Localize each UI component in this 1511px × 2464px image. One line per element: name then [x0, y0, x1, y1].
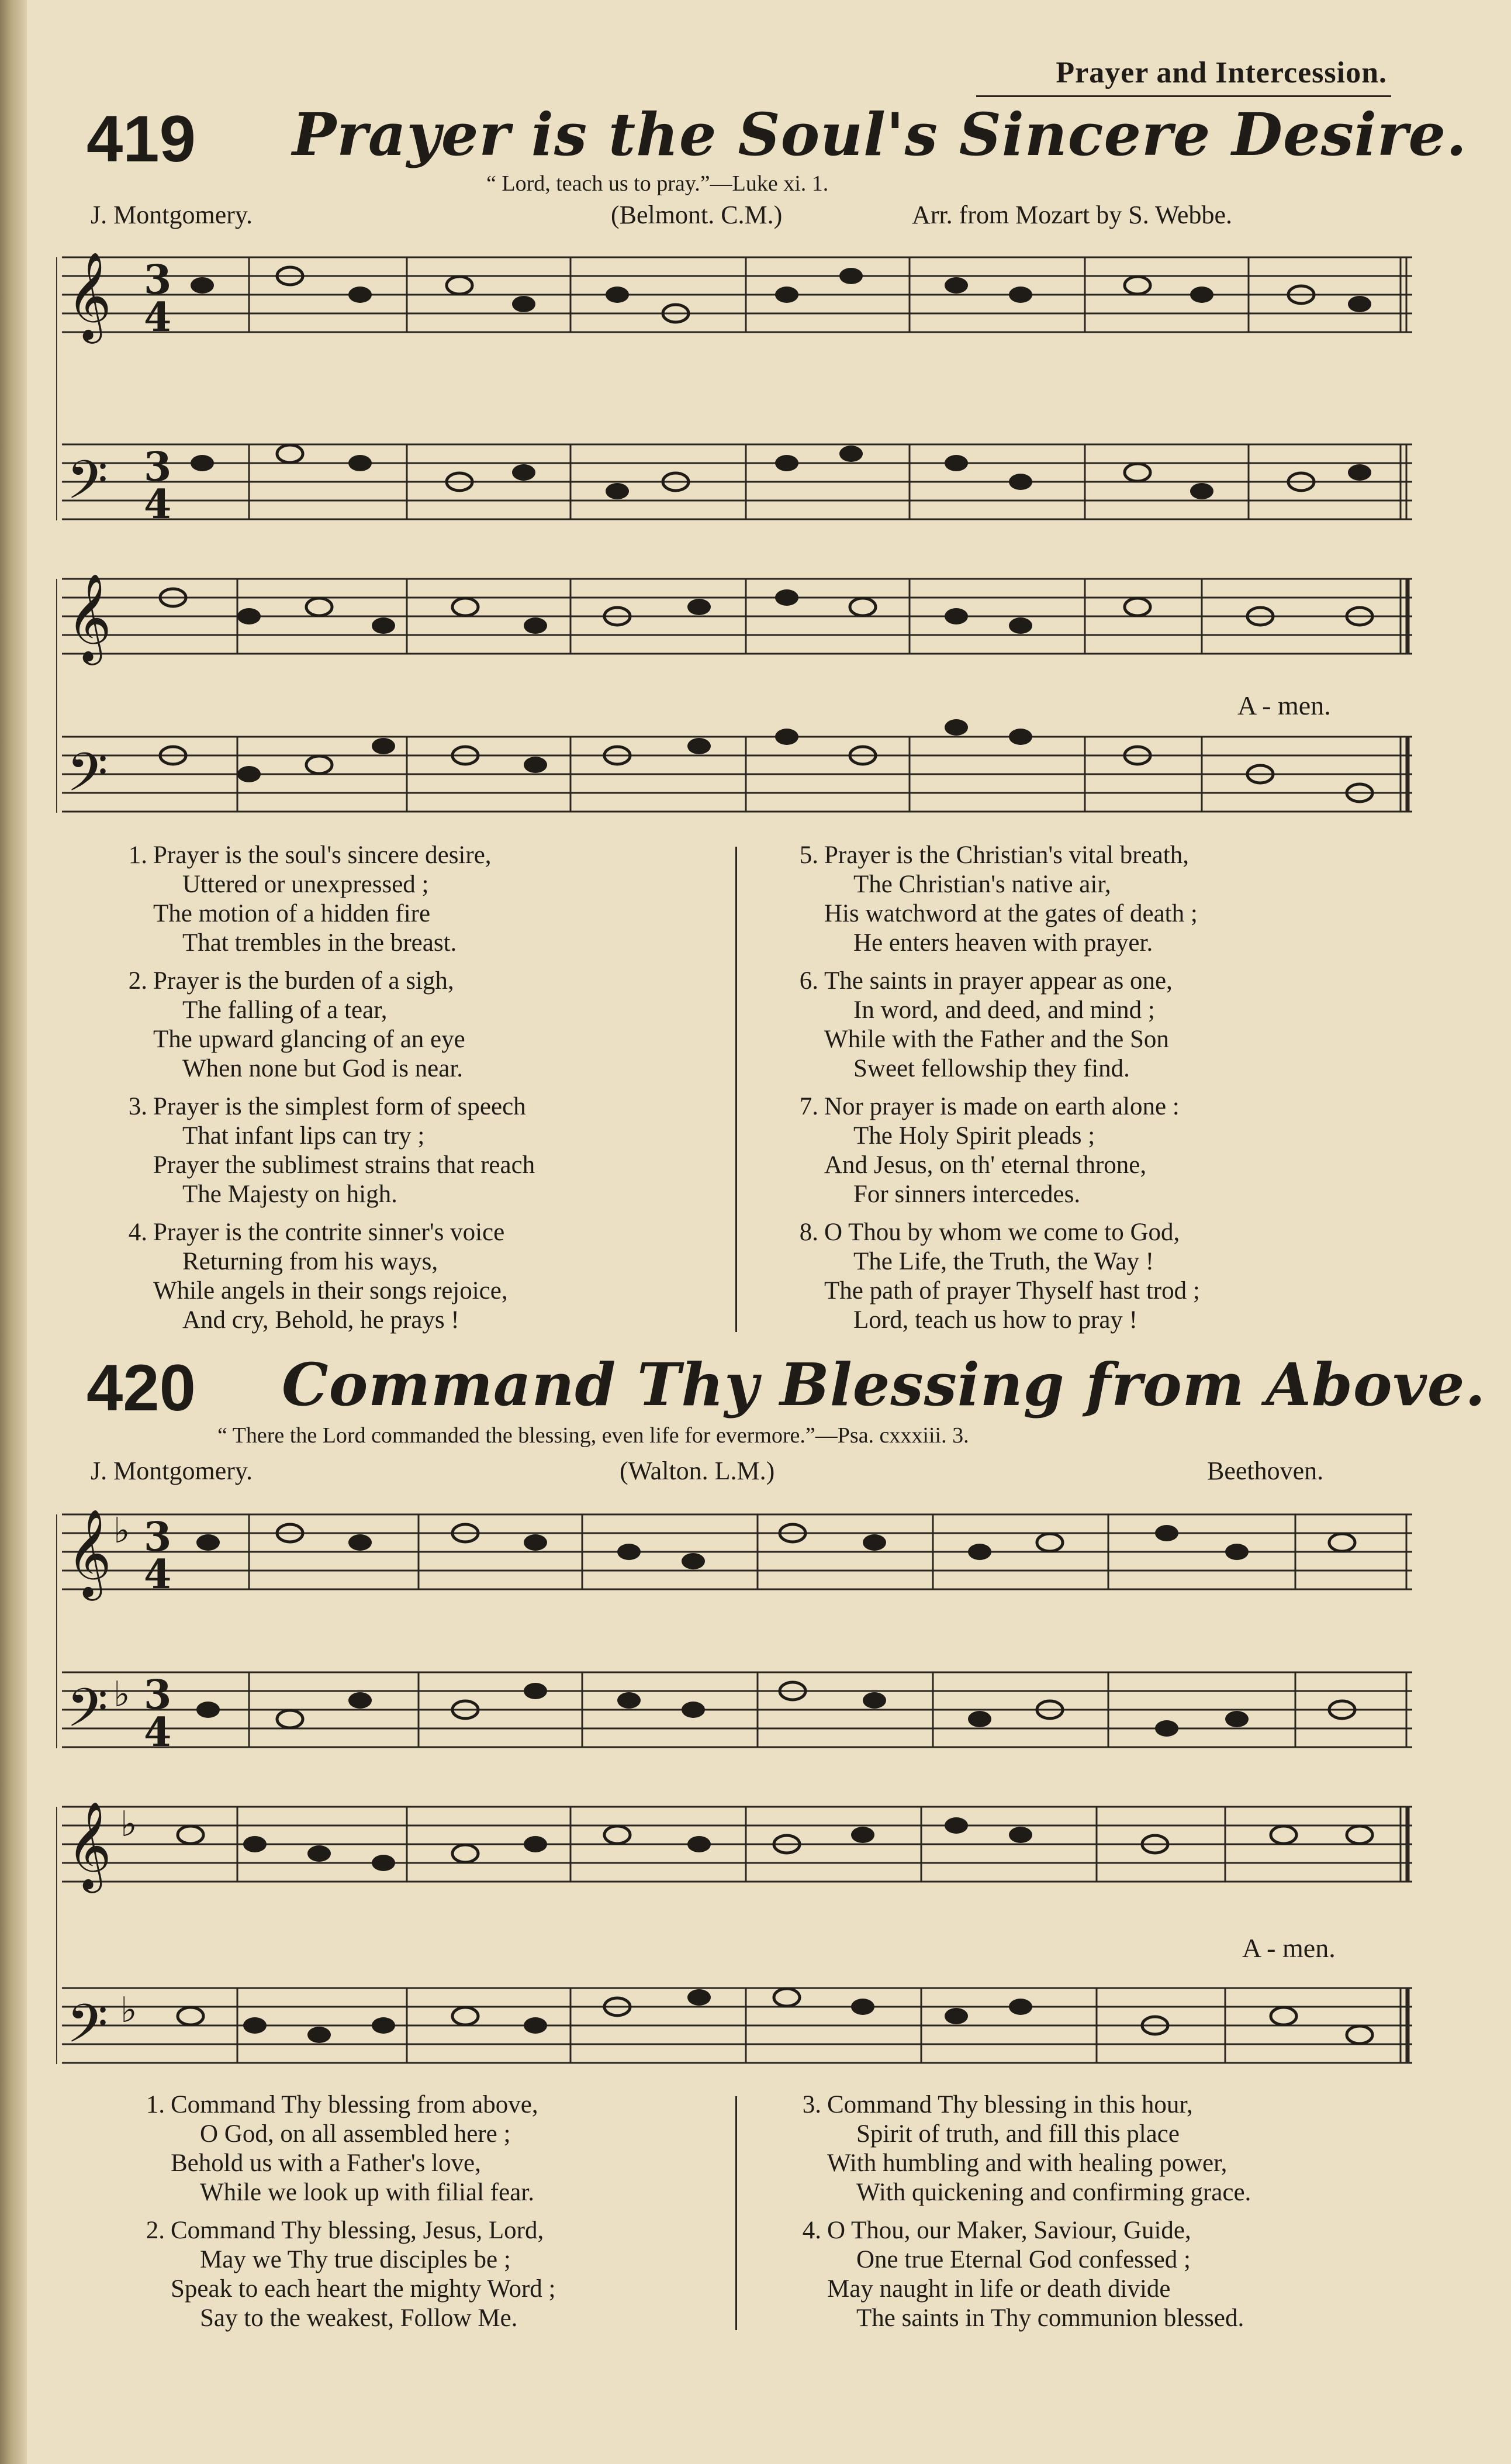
verse [799, 1218, 1397, 1335]
amen-label: A - men. [1242, 1933, 1336, 1963]
hymn-number: 420 [87, 1351, 196, 1424]
verse [799, 1092, 1397, 1209]
verse-line: With humbling and with healing power, [827, 2149, 1228, 2177]
verse-column-right [799, 841, 1397, 1344]
score-svg [56, 567, 1418, 830]
verse-line: Uttered or unexpressed ; [182, 871, 429, 898]
verse-line: While we look up with filial fear. [200, 2179, 534, 2206]
verse-line: Prayer the sublimest strains that reach [153, 1151, 535, 1179]
svg-text:𝄞: 𝄞 [67, 1800, 112, 1889]
verse-line: Lord, teach us how to pray ! [853, 1306, 1137, 1334]
hymn-author: J. Montgomery. [91, 1457, 253, 1485]
verse-line: Returning from his ways, [182, 1248, 438, 1275]
verse-number: 2. [128, 967, 147, 995]
verse-number: 8. [799, 1219, 818, 1246]
score-svg [56, 234, 1418, 538]
hymn-tune: (Walton. L.M.) [620, 1457, 775, 1485]
svg-text:𝄢: 𝄢 [67, 449, 108, 524]
hymn-epigraph: “ Lord, teach us to pray.”—Luke xi. 1. [486, 171, 829, 196]
verse-line: The saints in prayer appear as one, [824, 967, 1173, 995]
verse [799, 967, 1397, 1083]
running-head: Prayer and Intercession. [1056, 56, 1387, 89]
verse-line: Spirit of truth, and fill this place [856, 2120, 1180, 2148]
column-divider [735, 847, 737, 1332]
verse [146, 2090, 732, 2207]
svg-text:♭: ♭ [120, 1990, 137, 2031]
verse-column-left [146, 2090, 732, 2342]
svg-text:4: 4 [144, 1551, 172, 1598]
svg-text:𝄞: 𝄞 [67, 1508, 112, 1597]
hymn-epigraph: “ There the Lord commanded the blessing, even life for evermore.”—Psa. cxxxiii. 3. [217, 1423, 969, 1448]
music-score-system [56, 1789, 1418, 2082]
verse [128, 1218, 714, 1335]
music-score-system [56, 567, 1418, 830]
verse-line: That infant lips can try ; [182, 1122, 425, 1150]
verse-line: O Thou, our Maker, Saviour, Guide, [827, 2217, 1191, 2244]
verse-line: The falling of a tear, [182, 996, 388, 1024]
verse-line: May naught in life or death divide [827, 2275, 1171, 2303]
verse-column-left [128, 841, 714, 1344]
book-binding-edge [0, 0, 27, 2464]
verse [128, 841, 714, 958]
verse-number: 7. [799, 1093, 818, 1120]
verse-number: 2. [146, 2217, 165, 2244]
verse-number: 4. [802, 2217, 821, 2244]
verse-line: The saints in Thy communion blessed. [856, 2304, 1244, 2332]
verse-line: O Thou by whom we come to God, [824, 1219, 1180, 1246]
verse-line: In word, and deed, and mind ; [853, 996, 1155, 1024]
verse-line: One true Eternal God confessed ; [856, 2246, 1191, 2273]
verse-line: When none but God is near. [182, 1055, 464, 1082]
verse-line: Prayer is the contrite sinner's voice [153, 1219, 505, 1246]
amen-label: A - men. [1237, 691, 1331, 720]
verse-line: The motion of a hidden fire [153, 900, 431, 927]
verse-line: The Holy Spirit pleads ; [853, 1122, 1095, 1150]
verse-column-right [802, 2090, 1400, 2342]
verse-number: 6. [799, 967, 818, 995]
svg-text:4: 4 [144, 294, 172, 341]
hymn-author: J. Montgomery. [91, 201, 253, 229]
header-rule [976, 95, 1391, 97]
verse-line: May we Thy true disciples be ; [200, 2246, 511, 2273]
verse-line: He enters heaven with prayer. [853, 929, 1153, 957]
hymn-composer: Arr. from Mozart by S. Webbe. [912, 201, 1232, 229]
hymn-title: Command Thy Blessing from Above. [282, 1350, 1486, 1419]
verse-line: While angels in their songs rejoice, [153, 1277, 508, 1305]
svg-text:𝄢: 𝄢 [67, 1677, 108, 1752]
score-svg [56, 1491, 1418, 1766]
verse-line: The upward glancing of an eye [153, 1026, 465, 1053]
verse-line: The Majesty on high. [182, 1181, 397, 1208]
verse [802, 2090, 1400, 2207]
verse-line: Say to the weakest, Follow Me. [200, 2304, 518, 2332]
svg-text:♭: ♭ [113, 1674, 130, 1715]
svg-text:𝄢: 𝄢 [67, 1993, 108, 2068]
verse-line: That trembles in the breast. [182, 929, 457, 957]
hymn-title: Prayer is the Soul's Sincere Desire. [292, 100, 1467, 169]
verse [802, 2216, 1400, 2333]
verse-line: Nor prayer is made on earth alone : [824, 1093, 1180, 1120]
verse-line: His watchword at the gates of death ; [824, 900, 1198, 927]
verse-line: And Jesus, on th' eternal throne, [824, 1151, 1147, 1179]
verse-number: 1. [146, 2091, 165, 2118]
verse-line: O God, on all assembled here ; [200, 2120, 511, 2148]
svg-text:3: 3 [144, 444, 172, 491]
verse-line: Behold us with a Father's love, [171, 2149, 481, 2177]
verse-line: Prayer is the burden of a sigh, [153, 967, 454, 995]
music-score-system [56, 1491, 1418, 1766]
svg-text:♭: ♭ [113, 1510, 130, 1551]
svg-text:♭: ♭ [120, 1804, 137, 1845]
verse-line: Sweet fellowship they find. [853, 1055, 1130, 1082]
verse-number: 3. [128, 1093, 147, 1120]
hymn-number: 419 [87, 102, 196, 175]
svg-text:3: 3 [144, 1672, 172, 1718]
score-svg [56, 1789, 1418, 2082]
verse-line: The Life, the Truth, the Way ! [853, 1248, 1154, 1275]
verse [146, 2216, 732, 2333]
svg-text:4: 4 [144, 1709, 172, 1756]
hymn-tune: (Belmont. C.M.) [611, 201, 783, 229]
verse-line: For sinners intercedes. [853, 1181, 1081, 1208]
verse-number: 4. [128, 1219, 147, 1246]
column-divider [735, 2096, 737, 2330]
verse-line: Command Thy blessing, Jesus, Lord, [171, 2217, 544, 2244]
verse-number: 1. [128, 841, 147, 869]
verse-line: Command Thy blessing in this hour, [827, 2091, 1193, 2118]
verse-number: 5. [799, 841, 818, 869]
verse-line: Speak to each heart the mighty Word ; [171, 2275, 556, 2303]
svg-text:3: 3 [144, 1514, 172, 1561]
verse [128, 1092, 714, 1209]
svg-text:3: 3 [144, 257, 172, 303]
svg-text:4: 4 [144, 481, 172, 528]
hymn-composer: Beethoven. [1207, 1457, 1324, 1485]
svg-text:𝄞: 𝄞 [67, 251, 112, 340]
verse-line: With quickening and confirming grace. [856, 2179, 1251, 2206]
verse-line: Prayer is the soul's sincere desire, [153, 841, 492, 869]
verse-line: The path of prayer Thyself hast trod ; [824, 1277, 1200, 1305]
verse-line: While with the Father and the Son [824, 1026, 1169, 1053]
verse-line: And cry, Behold, he prays ! [182, 1306, 459, 1334]
verse-line: Prayer is the simplest form of speech [153, 1093, 526, 1120]
verse-line: The Christian's native air, [853, 871, 1111, 898]
verse-line: Prayer is the Christian's vital breath, [824, 841, 1189, 869]
verse [128, 967, 714, 1083]
verse-line: Command Thy blessing from above, [171, 2091, 538, 2118]
verse-number: 3. [802, 2091, 821, 2118]
music-score-system [56, 234, 1418, 538]
svg-text:𝄞: 𝄞 [67, 572, 112, 661]
verse [799, 841, 1397, 958]
svg-text:𝄢: 𝄢 [67, 741, 108, 816]
